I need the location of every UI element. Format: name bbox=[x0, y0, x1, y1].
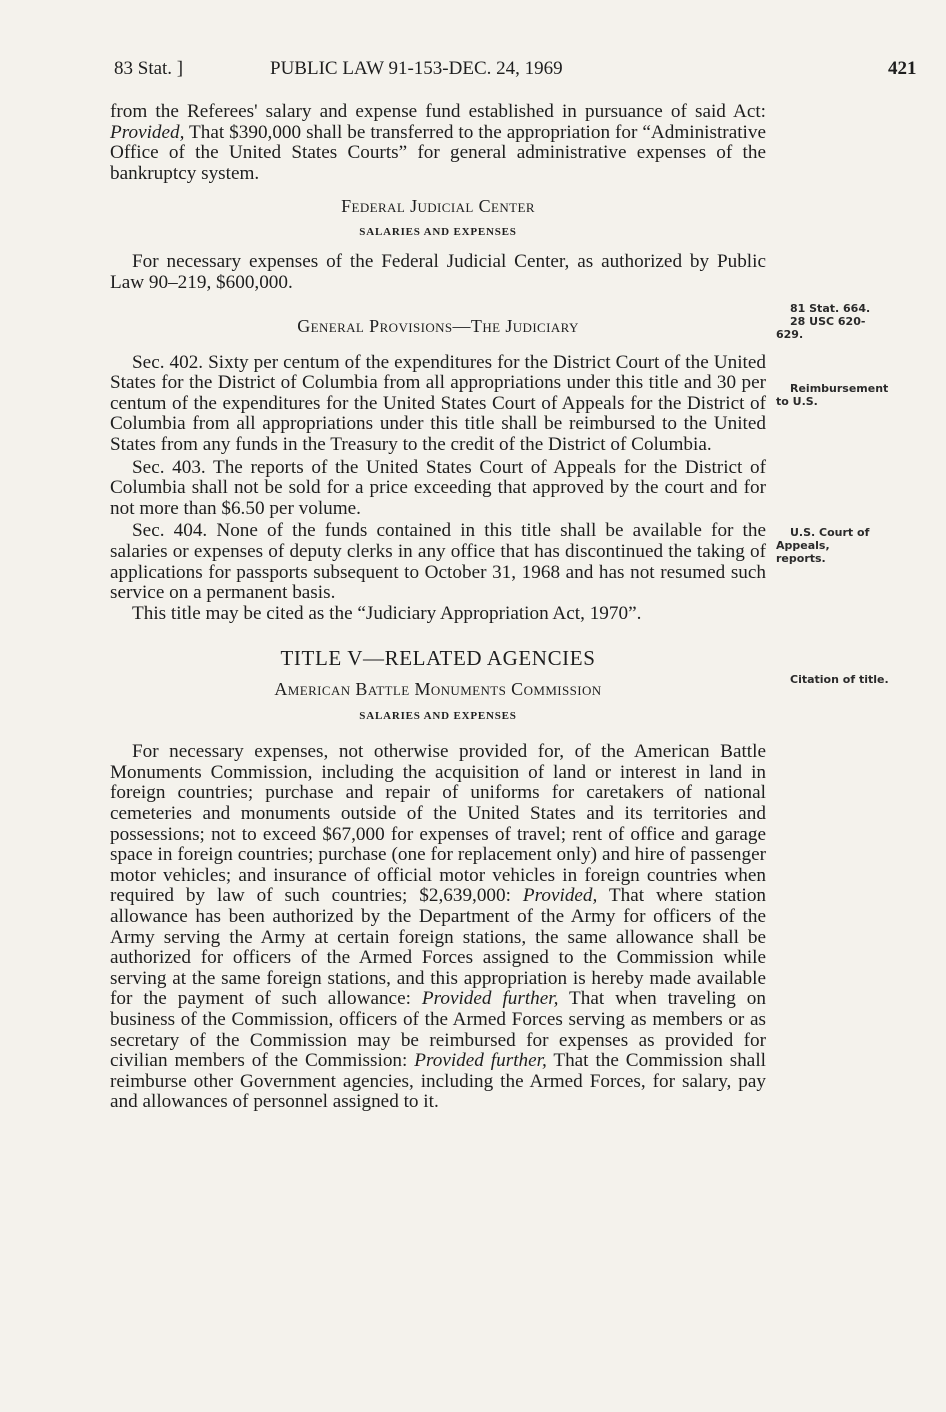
statute-reference: 83 Stat. ] bbox=[114, 58, 184, 79]
margin-note-reimbursement: Reimbursement to U.S. bbox=[776, 382, 889, 408]
paragraph-referees: from the Referees' salary and expense fund established in pursuance of said Act: Provided, That $390,000 shall be transferred to the appropriation for “Administrative Office of the United States Courts” for general administrative expenses of the bankruptcy system. bbox=[110, 101, 766, 184]
citation-paragraph: This title may be cited as the “Judiciary Appropriation Act, 1970”. bbox=[132, 602, 642, 624]
page-number: 421 bbox=[888, 58, 917, 79]
page-header bbox=[114, 58, 924, 84]
margin-note-court-appeals: U.S. Court of Appeals, reports. bbox=[776, 526, 870, 565]
page-body bbox=[110, 102, 766, 1113]
section-403: Sec. 403. The reports of the United States Court of Appeals for the District of Columbia shall not be sold for a price exceeding that approved by the court and for not more than $6.50 per volume. bbox=[110, 456, 766, 519]
heading-general-provisions: General Provisions—The Judiciary bbox=[297, 315, 579, 336]
subheading-abmc-salaries: SALARIES AND EXPENSES bbox=[359, 710, 517, 723]
title-v-heading: TITLE V—RELATED AGENCIES bbox=[280, 646, 596, 671]
heading-federal-judicial-center: Federal Judicial Center bbox=[341, 196, 535, 217]
paragraph-fjc: For necessary expenses of the Federal Judicial Center, as authorized by Public Law 90–219, $600,000. bbox=[110, 251, 766, 293]
paragraph-abmc: For necessary expenses, not otherwise provided for, of the American Battle Monuments Commission, including the acquisition of land or interest in land in foreign countries; purchase and repair of uniforms for caretakers of national cemeteries and monuments outside of the United States and its territories and possessions; not to exceed $67,000 for expenses of travel; rent of office and garage space in foreign countries; purchase (one for replacement only) and hire of passenger motor vehicles; and insurance of official motor vehicles in foreign countries when required by law of such countries; $2,639,000: Provided, That where station allowance has been authorized by the Department of the Army for officers of the Army serving the Army at certain foreign stations, the same allowance shall be authorized for officers of the Armed Forces assigned to the Commission while serving at the same foreign stations, and this appropriation is hereby made available for the payment of such allowance: Provided further, That when traveling on business of the Commission, officers of the Armed Forces serving as members or as secretary of the Commission may be reimbursed for expenses as provided for civilian members of the Commission: Provided further, That the Commission shall reimburse other Government agencies, including the Armed Forces, for salary, pay and allowances of personnel assigned to it. bbox=[110, 741, 767, 1113]
margin-note-statute: 81 Stat. 664. 28 USC 620- 629. bbox=[776, 302, 871, 341]
margin-note-citation: Citation of title. bbox=[790, 673, 889, 686]
running-title: PUBLIC LAW 91-153-DEC. 24, 1969 bbox=[270, 58, 563, 79]
section-402: Sec. 402. Sixty per centum of the expenditures for the District Court of the United States for the District of Columbia from all appropriations under this title and 30 per centum of the expenditures for the United States Court of Appeals for the District of Columbia from all appropriations under this title shall be reimbursed to the United States from any funds in the Treasury to the credit of the District of Columbia. bbox=[110, 351, 766, 455]
heading-abmc: American Battle Monuments Commission bbox=[274, 679, 602, 700]
subheading-salaries-expenses: SALARIES AND EXPENSES bbox=[359, 226, 517, 239]
section-404: Sec. 404. None of the funds contained in this title shall be available for the salaries or expenses of deputy clerks in any office that has discontinued the taking of applications for passports subsequent to October 31, 1968 and has not resumed such service on a permanent basis. bbox=[110, 520, 766, 604]
